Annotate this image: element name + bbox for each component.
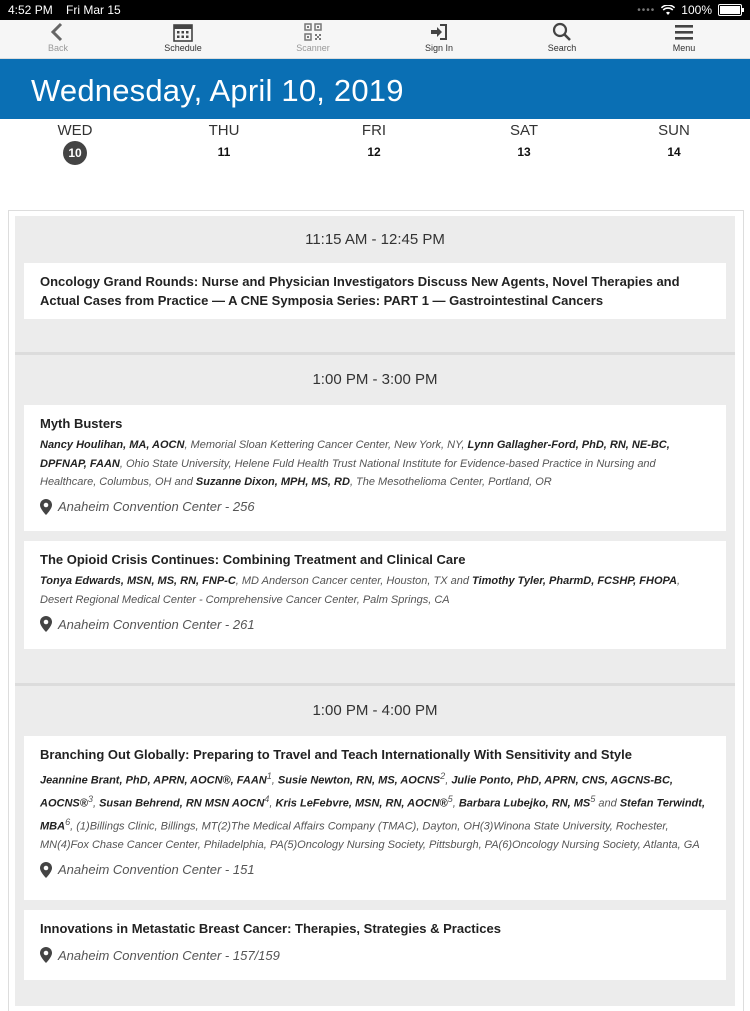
sign-in-icon [428, 22, 450, 42]
session-title: Innovations in Metastatic Breast Cancer: Therapies, Strategies & Practices [40, 921, 501, 936]
location-text: Anaheim Convention Center - 261 [58, 616, 255, 632]
speaker-name: Susie Newton, RN, MS, AOCNS [277, 774, 441, 787]
day-name: SUN [658, 122, 690, 139]
calendar-icon [172, 22, 194, 42]
affiliation-marker: 5 [590, 794, 596, 805]
session-title: Oncology Grand Rounds: Nurse and Physician Investigators Discuss New Agents, Novel Therapies and Actual Cases from Practice — A CNE Symposia Series: PART 1 — Gastrointestinal Cancers [40, 274, 680, 308]
location-text: Anaheim Convention Center - 256 [58, 499, 255, 514]
time-slot-header: 11:15 AM - 12:45 PM [305, 231, 445, 248]
speaker-affiliation: , [452, 797, 459, 810]
speaker-affiliation: , [445, 774, 452, 787]
schedule-label: Schedule [164, 43, 202, 53]
session-location [40, 862, 710, 878]
hamburger-menu-icon [673, 22, 695, 42]
sign-in-button[interactable] [399, 20, 479, 58]
day-tab-wed[interactable] [35, 122, 115, 165]
speaker-name: Kris LeFebvre, MSN, RN, AOCN® [275, 797, 448, 810]
status-date: Fri Mar 15 [66, 3, 121, 17]
search-label: Search [547, 43, 577, 53]
speaker-affiliation: , MD Anderson Cancer center, Houston, TX and [235, 575, 472, 587]
day-tab-sat[interactable] [484, 122, 564, 159]
session-card[interactable] [24, 910, 726, 980]
session-speakers [40, 572, 710, 609]
day-tab-thu[interactable] [184, 122, 264, 159]
slot-divider [15, 683, 735, 686]
affiliation-marker: 6 [65, 817, 71, 828]
location-text: Anaheim Convention Center - 157/159 [58, 947, 280, 963]
speaker-affiliation: , Desert Regional Medical Center - Comprehensive Cancer Center, Palm Springs, CA [40, 575, 681, 606]
affiliation-marker: 4 [264, 794, 270, 805]
speaker-name: Nancy Houlihan, MA, AOCN [40, 439, 185, 451]
search-button[interactable] [522, 20, 602, 58]
session-title: Myth Busters [40, 416, 123, 431]
battery-fill [720, 6, 740, 14]
speaker-name: Susan Behrend, RN MSN AOCN [99, 797, 265, 810]
session-list[interactable] [15, 216, 735, 1006]
session-speakers [40, 436, 710, 492]
map-pin-icon [40, 616, 52, 632]
speaker-name: Timothy Tyler, PharmD, FCSHP, FHOPA [472, 575, 677, 587]
schedule-button[interactable] [143, 20, 223, 58]
affiliation-marker: 1 [266, 771, 272, 781]
battery-percent: 100% [681, 3, 712, 17]
map-pin-icon [40, 499, 52, 515]
scanner-label: Scanner [296, 43, 330, 53]
speaker-affiliation: , [92, 797, 100, 810]
toolbar [0, 20, 750, 59]
page-title: Wednesday, April 10, 2019 [31, 73, 404, 108]
speaker-affiliation: , [269, 797, 276, 810]
session-card[interactable] [24, 736, 726, 900]
speaker-affiliation: , (1)Billings Clinic, Billings, MT(2)The Medical Affairs Company (TMAC), Dayton, OH(3)Winona State University, Rochester, MN(4)Fox Chase Cancer Center, Philadelphia, PA(5)Oncology Nursing Society, Pittsburgh, PA(6)Oncology Nursing Society, Atlanta, GA [40, 820, 700, 852]
menu-button[interactable] [644, 20, 724, 58]
speaker-name: Stefan Terwindt, MBA [40, 797, 705, 833]
speaker-affiliation: , The Mesothelioma Center, Portland, OR [349, 476, 552, 488]
day-tab-fri[interactable] [334, 122, 414, 159]
speaker-name: Suzanne Dixon, MPH, MS, RD [195, 476, 350, 488]
signal-dots-icon: •••• [637, 4, 656, 16]
session-card[interactable] [24, 541, 726, 649]
speaker-name: Tonya Edwards, MSN, MS, RN, FNP-C [40, 575, 236, 587]
map-pin-icon [40, 862, 52, 878]
day-number: 13 [517, 145, 531, 159]
back-label: Back [47, 43, 68, 53]
day-number: 12 [367, 145, 381, 159]
speaker-affiliation: and [595, 797, 620, 810]
session-card[interactable] [24, 263, 726, 319]
speaker-affiliation: , [271, 774, 278, 787]
speaker-name: Julie Ponto, PhD, APRN, CNS, AGCNS-BC, AOCNS® [40, 774, 673, 810]
session-title: Branching Out Globally: Preparing to Travel and Teach Internationally With Sensitivity and Style [40, 747, 632, 762]
day-tab-sun[interactable] [634, 122, 714, 159]
day-selector [0, 119, 750, 179]
speaker-name: Lynn Gallagher-Ford, PhD, RN, NE-BC, DPFNAP, FAAN [40, 439, 670, 470]
location-text: Anaheim Convention Center - 151 [58, 862, 255, 878]
sign-in-label: Sign In [424, 43, 454, 53]
day-number: 11 [217, 145, 231, 159]
session-title: The Opioid Crisis Continues: Combining Treatment and Clinical Care [40, 552, 466, 567]
scanner-button[interactable] [273, 20, 353, 58]
affiliation-marker: 2 [440, 771, 446, 781]
session-location [40, 947, 710, 963]
day-name: THU [208, 122, 240, 139]
date-header [0, 59, 750, 119]
search-icon [552, 22, 572, 42]
session-card[interactable] [24, 405, 726, 531]
speaker-name: Barbara Lubejko, RN, MS [458, 797, 591, 810]
speaker-name: Jeannine Brant, PhD, APRN, AOCN®, FAAN [40, 774, 267, 787]
status-bar [0, 0, 750, 20]
session-location [40, 499, 710, 515]
menu-label: Menu [672, 43, 696, 53]
affiliation-marker: 5 [447, 794, 453, 805]
speaker-affiliation: , Memorial Sloan Kettering Cancer Center, New York, NY, [184, 439, 468, 451]
back-button[interactable] [18, 20, 98, 58]
speaker-affiliation: , Ohio State University, Helene Fuld Health Trust National Institute for Evidence-based Practice in Nursing and Healthcare, Columbus, OH and [40, 457, 656, 488]
time-slot-header: 1:00 PM - 3:00 PM [312, 371, 438, 388]
qr-code-icon [303, 22, 323, 42]
map-pin-icon [40, 947, 52, 963]
day-name: SAT [509, 122, 539, 139]
day-number-selected: 10 [63, 141, 87, 165]
day-name: FRI [361, 122, 387, 139]
day-name: WED [57, 122, 93, 139]
chevron-left-icon [48, 22, 68, 42]
day-number: 14 [667, 145, 681, 159]
affiliation-marker: 3 [87, 794, 93, 805]
status-time: 4:52 PM [8, 3, 53, 17]
battery-icon [718, 4, 742, 16]
slot-divider [15, 352, 735, 355]
session-location [40, 616, 710, 632]
wifi-icon [661, 5, 675, 16]
time-slot-header: 1:00 PM - 4:00 PM [312, 702, 438, 719]
session-speakers [40, 767, 710, 855]
